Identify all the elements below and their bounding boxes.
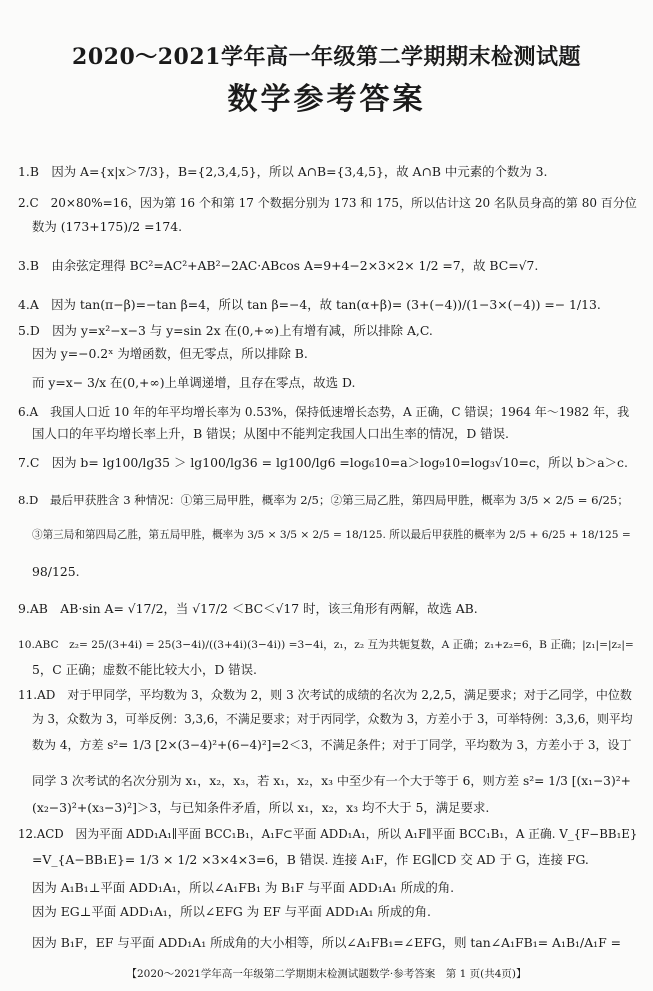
answer-line: 98/125. xyxy=(32,564,80,579)
answer-line: 因为 A₁B₁⊥平面 ADD₁A₁，所以∠A₁FB₁ 为 B₁F 与平面 ADD₁A₁ 所成的角. xyxy=(32,880,455,895)
answer-line: 因为 y=−0.2ˣ 为增函数，但无零点，所以排除 B. xyxy=(32,346,308,361)
document-subtitle: 数学参考答案 xyxy=(227,82,426,117)
answer-line: 9.AB AB·sin A= √17/2，当 √17/2 ＜BC＜√17 时，该三角形有两解，故选 AB. xyxy=(18,601,478,616)
answer-line: 国人口的年平均增长率上升，B 错误；从图中不能判定我国人口出生率的情况，D 错误. xyxy=(32,426,509,441)
answer-line: 同学 3 次考试的名次分别为 x₁，x₂，x₃，若 x₁，x₂，x₃ 中至少有一个大于等于 6，则方差 s²= 1/3 [(x₁−3)²+ xyxy=(32,774,631,788)
page-footer: 【2020～2021学年高一年级第二学期期末检测试题数学·参考答案 第 1 页(共4页)】 xyxy=(126,968,527,980)
answer-line: 而 y=x− 3/x 在(0,+∞)上单调递增，且存在零点，故选 D. xyxy=(32,375,356,390)
answer-line: 因为 EG⊥平面 ADD₁A₁，所以∠EFG 为 EF 与平面 ADD₁A₁ 所成的角. xyxy=(32,904,431,919)
answer-line: 为 3，众数为 3，可举反例：3,3,6，不满足要求；对于丙同学，众数为 3，方差小于 3，可举特例：3,3,6，则平均 xyxy=(32,712,633,726)
answer-line: =V_{A−BB₁E}= 1/3 × 1/2 ×3×4×3=6，B 错误. 连接 A₁F，作 EG∥CD 交 AD 于 G，连接 FG. xyxy=(32,852,589,867)
answer-line: 3.B 由余弦定理得 BC²=AC²+AB²−2AC·ABcos A=9+4−2×3×2× 1/2 =7，故 BC=√7. xyxy=(18,258,539,273)
answer-line: 8.D 最后甲获胜含 3 种情况：①第三局甲胜，概率为 2/5；②第三局乙胜，第四局甲胜，概率为 3/5 × 2/5 = 6/25； xyxy=(18,493,629,507)
answer-line: 数为 (173+175)/2 =174. xyxy=(32,219,183,234)
answer-line: 6.A 我国人口近 10 年的年平均增长率为 0.53%，保持低速增长态势，A 正确，C 错误；1964 年～1982 年，我 xyxy=(18,405,630,419)
answer-line: 1.B 因为 A={x|x＞7/3}，B={2,3,4,5}，所以 A∩B={3,4,5}，故 A∩B 中元素的个数为 3. xyxy=(18,164,548,179)
answer-line: 12.ACD 因为平面 ADD₁A₁∥平面 BCC₁B₁，A₁F⊂平面 ADD₁A₁，所以 A₁F∥平面 BCC₁B₁，A 正确. V_{F−BB₁E} xyxy=(18,827,637,841)
answer-line: 10.ABC z₂= 25/(3+4i) = 25(3−4i)/((3+4i)(3−4i)) =3−4i，z₁，z₂ 互为共轭复数，A 正确；z₁+z₂=6，B 正确；|z₁|=|z₂|= xyxy=(18,639,634,651)
answer-line: 7.C 因为 b= lg100/lg35 ＞ lg100/lg36 = lg100/lg6 =log₆10=a＞log₉10=log₃√10=c，所以 b＞a＞c. xyxy=(18,455,628,470)
answer-line: 数为 4，方差 s²= 1/3 [2×(3−4)²+(6−4)²]=2＜3，不满足条件；对于丁同学，平均数为 3，方差小于 3，设丁 xyxy=(32,738,632,752)
answer-line: 2.C 20×80%=16，因为第 16 个和第 17 个数据分别为 173 和 175，所以估计这 20 名队员身高的第 80 百分位 xyxy=(18,196,637,210)
answer-line: 5，C 正确；虚数不能比较大小，D 错误. xyxy=(32,662,257,677)
answer-line: ③第三局和第四局乙胜，第五局甲胜，概率为 3/5 × 3/5 × 2/5 = 18/125. 所以最后甲获胜的概率为 2/5 + 6/25 + 18/125 = xyxy=(32,529,631,541)
answer-line: 因为 B₁F，EF 与平面 ADD₁A₁ 所成角的大小相等，所以∠A₁FB₁=∠EFG，则 tan∠A₁FB₁= A₁B₁/A₁F = xyxy=(32,935,622,950)
answer-line: 5.D 因为 y=x²−x−3 与 y=sin 2x 在(0,+∞)上有增有减，所以排除 A,C. xyxy=(18,323,433,338)
answer-line: 4.A 因为 tan(π−β)=−tan β=4，所以 tan β=−4，故 tan(α+β)= (3+(−4))/(1−3×(−4)) =− 1/13. xyxy=(18,297,601,312)
answer-line: 11.AD 对于甲同学，平均数为 3，众数为 2，则 3 次考试的成绩的名次为 2,2,5，满足要求；对于乙同学，中位数 xyxy=(18,688,632,702)
answer-line: (x₂−3)²+(x₃−3)²]＞3，与已知条件矛盾，所以 x₁，x₂，x₃ 均不大于 5，满足要求. xyxy=(32,800,490,815)
document-title: 2020～2021学年高一年级第二学期期末检测试题 xyxy=(72,44,581,70)
